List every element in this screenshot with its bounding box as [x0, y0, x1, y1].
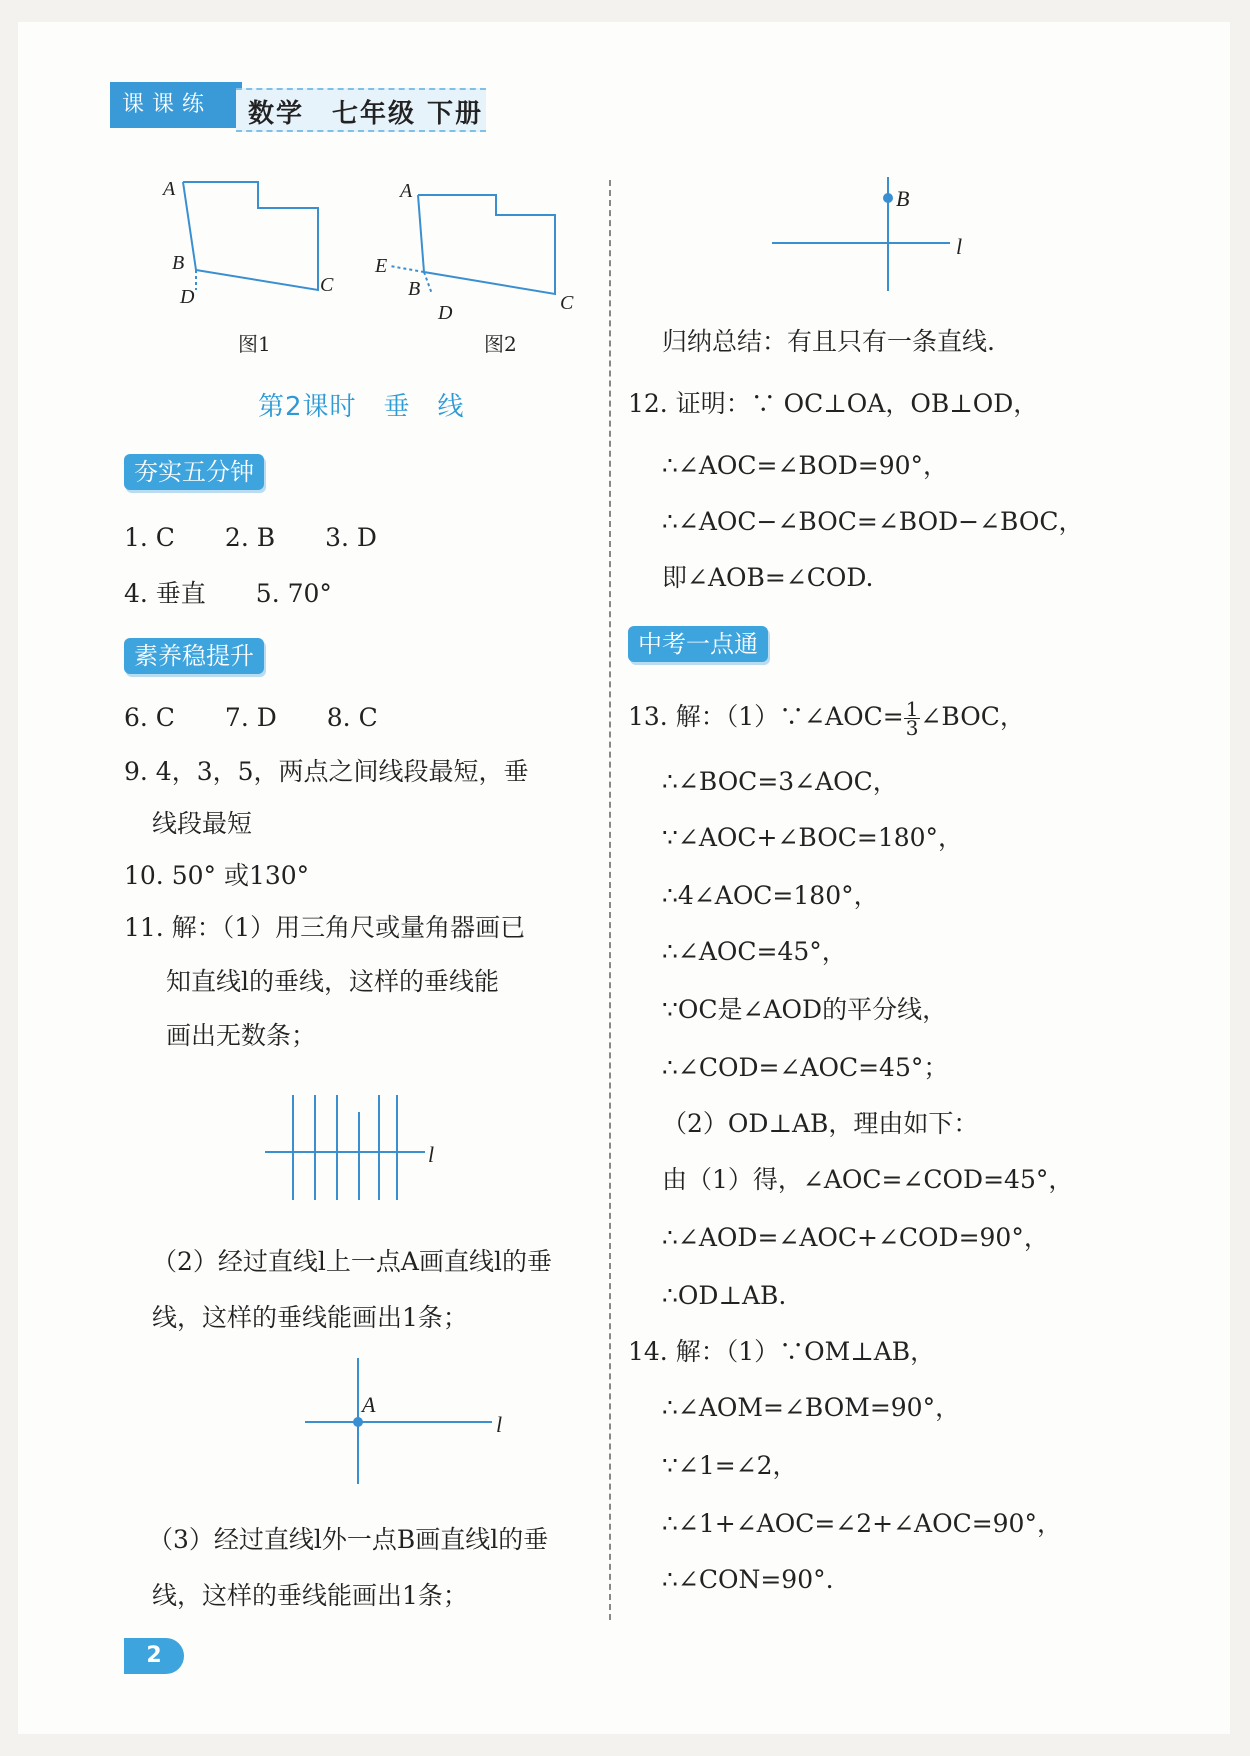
fig2-shape [418, 195, 555, 294]
answer-11-line-2: 知直线l的垂线，这样的垂线能 [166, 967, 499, 996]
answer-13-line-2: ∴∠BOC=3∠AOC， [662, 767, 898, 796]
many-perpendiculars-diagram [260, 1090, 430, 1210]
fig2-label-d: D [438, 302, 453, 324]
lesson-title: 第2课时 垂 线 [258, 392, 465, 422]
answer-line-2: 4. 垂直 5. 70° [124, 579, 332, 608]
fig2-caption: 图2 [484, 332, 517, 356]
answer-13-line-1 [628, 697, 1025, 740]
answer-11-line-1: 11. 解：（1）用三角尺或量角器画已 [124, 913, 526, 942]
fig1-label-b: B [172, 252, 185, 274]
fig1-shape [183, 182, 318, 290]
point-b-dot [883, 193, 893, 203]
fig1-label-a: A [163, 178, 176, 200]
page-number: 2 [124, 1638, 184, 1674]
series-badge: 课课练 [110, 82, 242, 128]
figures-1-2 [150, 170, 590, 320]
fig1-label-c: C [320, 274, 334, 296]
answer-11-line-4: （2）经过直线l上一点A画直线l的垂 [152, 1247, 552, 1276]
answer-9-line-2: 线段最短 [152, 809, 253, 838]
fraction-denominator: 3 [905, 716, 919, 740]
answer-13-line-4: ∴4∠AOC=180°， [662, 881, 879, 910]
answer-12-line-2: ∴∠AOC=∠BOD=90°， [662, 451, 949, 480]
book-title: 数学 七年级 下册 [248, 99, 484, 129]
answer-line-3: 6. C 7. D 8. C [124, 703, 378, 732]
fraction-one-third [904, 697, 921, 740]
answer-13-prefix: 13. 解：（1）∵∠AOC= [628, 702, 904, 731]
answer-11-line-7: 线，这样的垂线能画出1条； [152, 1581, 468, 1610]
answer-12-line-4: 即∠AOB=∠COD. [662, 563, 874, 592]
answer-11-line-6: （3）经过直线l外一点B画直线l的垂 [148, 1525, 549, 1554]
section-heading-2: 素养稳提升 [124, 638, 264, 674]
diagram3-label-l: l [956, 234, 963, 259]
answer-13-line-3: ∵∠AOC+∠BOC=180°， [662, 823, 964, 852]
diagram2-label-a: A [362, 1392, 376, 1417]
answer-11-line-5: 线，这样的垂线能画出1条； [152, 1303, 468, 1332]
answer-14-line-3: ∵∠1=∠2， [662, 1451, 798, 1480]
fraction-numerator: 1 [905, 697, 919, 721]
diagram2-label-l: l [496, 1412, 503, 1437]
answer-9-line-1: 9. 4，3，5，两点之间线段最短，垂 [124, 757, 529, 786]
answer-13-line-10: ∴∠AOD=∠AOC+∠COD=90°， [662, 1223, 1049, 1252]
fig2-label-b: B [408, 278, 421, 300]
answer-14-line-2: ∴∠AOM=∠BOM=90°， [662, 1393, 961, 1422]
answer-13-line-9: 由（1）得，∠AOC=∠COD=45°， [662, 1165, 1074, 1194]
fig1-caption: 图1 [238, 332, 271, 356]
diagram3-label-b: B [896, 186, 910, 211]
answer-13-suffix: ∠BOC， [920, 702, 1025, 731]
section-heading-3: 中考一点通 [628, 626, 768, 662]
answer-13-line-5: ∴∠AOC=45°， [662, 937, 847, 966]
answer-12-line-3: ∴∠AOC−∠BOC=∠BOD−∠BOC， [662, 507, 1084, 536]
answer-14-line-5: ∴∠CON=90°. [662, 1565, 834, 1594]
perpendicular-through-b-diagram [770, 175, 970, 295]
perpendicular-through-a-diagram [300, 1356, 503, 1486]
fig1-label-d: D [180, 286, 195, 308]
answer-10: 10. 50° 或130° [124, 861, 310, 890]
answer-13-line-7: ∴∠COD=∠AOC=45°； [662, 1053, 949, 1082]
answer-line-1: 1. C 2. B 3. D [124, 523, 377, 552]
answer-13-line-6: ∵OC是∠AOD的平分线， [662, 995, 948, 1024]
summary-line: 归纳总结：有且只有一条直线. [662, 327, 995, 356]
column-divider [609, 180, 611, 1620]
answer-14-line-1: 14. 解：（1）∵OM⊥AB， [628, 1337, 936, 1366]
diagram1-label-l: l [428, 1142, 435, 1167]
section-heading-1: 夯实五分钟 [124, 454, 264, 490]
answer-14-line-4: ∴∠1+∠AOC=∠2+∠AOC=90°， [662, 1509, 1062, 1538]
answer-13-line-8: （2）OD⊥AB，理由如下： [662, 1109, 979, 1138]
point-a-dot [353, 1417, 363, 1427]
fig2-label-c: C [560, 292, 574, 314]
answer-11-line-3: 画出无数条； [166, 1021, 317, 1050]
answer-13-line-11: ∴OD⊥AB. [662, 1281, 787, 1310]
answer-12-line-1: 12. 证明：∵ OC⊥OA，OB⊥OD， [628, 389, 1039, 418]
fig2-label-a: A [400, 180, 413, 202]
fig2-label-e: E [375, 255, 388, 277]
